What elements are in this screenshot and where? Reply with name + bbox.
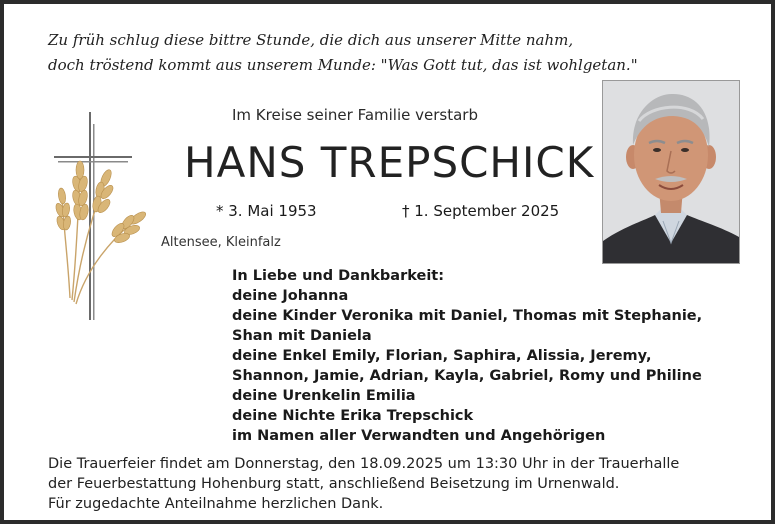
notice-line: Für zugedachte Anteilnahme herzlichen Dank. [48,496,384,512]
notice-line: Die Trauerfeier findet am Donnerstag, den 18.09.2025 um 13:30 Uhr in der Trauerhalle [48,456,680,472]
birth-date: * 3. Mai 1953 [216,202,317,220]
family-line: im Namen aller Verwandten und Angehörigen [232,428,606,444]
notice-line: der Feuerbestattung Hohenburg statt, anschließend Beisetzung im Urnenwald. [48,476,620,492]
quote-line-1: Zu früh schlug diese bittre Stunde, die dich aus unserer Mitte nahm, [48,31,574,49]
death-date: † 1. September 2025 [402,202,560,220]
family-line: deine Kinder Veronika mit Daniel, Thomas mit Stephanie, [232,308,703,324]
funeral-notice [48,454,679,514]
intro-text: Im Kreise seiner Familie verstarb [232,106,478,124]
mourners-list [232,266,702,446]
family-line: deine Johanna [232,288,349,304]
family-line: deine Nichte Erika Trepschick [232,408,474,424]
memorial-quote [48,28,638,78]
family-line: Shan mit Daniela [232,328,372,344]
family-line: deine Enkel Emily, Florian, Saphira, Alissia, Jeremy, [232,348,652,364]
family-line: deine Urenkelin Emilia [232,388,416,404]
deceased-name: HANS TREPSCHICK [184,138,595,187]
portrait-photo [602,80,740,264]
residence: Altensee, Kleinfalz [161,235,281,250]
family-line: In Liebe und Dankbarkeit: [232,268,445,284]
cross-with-wheat-icon [50,110,150,325]
family-line: Shannon, Jamie, Adrian, Kayla, Gabriel, Romy und Philine [232,368,702,384]
portrait-image [603,81,739,263]
quote-line-2: doch tröstend kommt aus unserem Munde: "Was Gott tut, das ist wohlgetan." [48,56,638,74]
